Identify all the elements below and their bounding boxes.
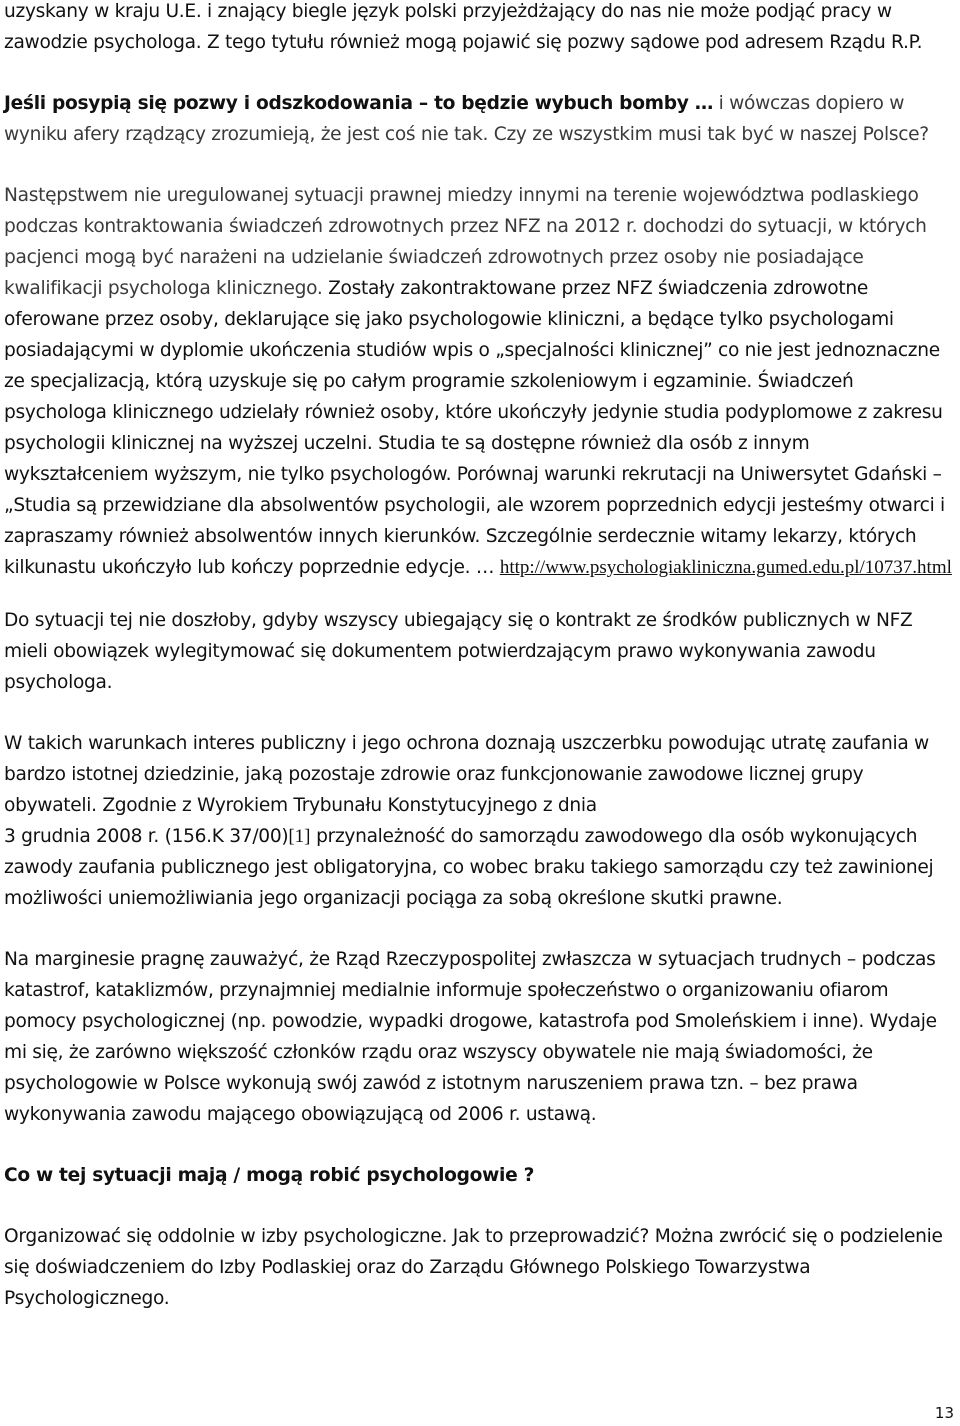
public-interest-text-2: 3 grudnia 2008 r. (156.K 37/00) — [4, 826, 289, 847]
spacer — [4, 583, 956, 605]
section-heading: Co w tej sytuacji mają / mogą robić psychologowie ? — [4, 1165, 535, 1186]
paragraph-intro — [4, 0, 956, 58]
paragraph-public-interest — [4, 728, 956, 914]
footnote-ref-link[interactable]: [1] — [288, 826, 311, 847]
paragraph-intro-text: uzyskany w kraju U.E. i znający biegle język polski przyjeżdżający do nas nie może podjąć pracy w zawodzie psychologa. Z tego tytułu również mogą pojawić się pozwy sądowe pod adresem Rządu R.P. — [4, 1, 923, 53]
spacer — [4, 58, 956, 88]
nfz-grey-text: Następstwem nie uregulowanej sytuacji prawnej miedzy innymi na terenie województwa podlaskiego podczas kontraktowania świadczeń zdrowotnych przez NFZ na 2012 r. dochodzi do sytuacji, w których pacjenci mogą być narażeni na udzielanie świadczeń zdrowotnych przez osoby nie posiadające kwalifikacji psychologa klinicznego. — [4, 185, 927, 299]
spacer — [4, 914, 956, 944]
organize-text: Organizować się oddolnie w izby psychologiczne. Jak to przeprowadzić? Można zwrócić się o podzielenie się doświadczeniem do Izby Podlaskiej oraz do Zarządu Głównego Polskiego Towarzystwa Psychologicznego. — [4, 1226, 943, 1309]
paragraph-bomb — [4, 88, 956, 150]
gumed-link[interactable]: http://www.psychologiakliniczna.gumed.edu.pl/10737.html — [499, 557, 952, 578]
bomb-bold-text: Jeśli posypią się pozwy i odszkodowania – to będzie wybuch bomby … — [4, 93, 714, 114]
nfz-main-text: Zostały zakontraktowane przez NFZ świadczenia zdrowotne oferowane przez osoby, deklarujące się jako psychologowie kliniczni, a będące tylko psychologami posiadającymi w dyplomie ukończenia studiów wpis o „specjalności klinicznej” co nie jest jednoznaczne ze specjalizacją, którą uzyskuje się po całym programie szkoleniowym i egzaminie. Świadczeń psychologa klinicznego udzielały również osoby, które ukończyły jedynie studia podyplomowe z zakresu psychologii klinicznej na wyższej uczelni. Studia te są dostępne również dla osób z innym wykształceniem wyższym, nie tylko psychologów. Porównaj warunki rekrutacji na Uniwersytet Gdański – „Studia są przewidziane dla absolwentów psychologii, ale wzorem poprzednich edycji jesteśmy otwarci i zapraszamy również absolwentów innych kierunków. Szczególnie serdecznie witamy lekarzy, których kilkunastu ukończyło lub kończy poprzednie edycje. … — [4, 278, 945, 578]
spacer — [4, 1191, 956, 1221]
paragraph-contract — [4, 605, 956, 698]
spacer — [4, 1130, 956, 1160]
paragraph-government — [4, 944, 956, 1130]
page-number: 13 — [934, 1404, 954, 1422]
spacer — [4, 698, 956, 728]
bomb-rest-text: i wówczas dopiero w wyniku afery rządzący zrozumieją, że jest coś nie tak. Czy ze wszystkim musi tak być w naszej Polsce? — [4, 93, 929, 145]
paragraph-nfz — [4, 180, 956, 583]
contract-text: Do sytuacji tej nie doszłoby, gdyby wszyscy ubiegający się o kontrakt ze środków publicznych w NFZ mieli obowiązek wylegitymować się dokumentem potwierdzającym prawo wykonywania zawodu psychologa. — [4, 610, 913, 693]
public-interest-text-1: W takich warunkach interes publiczny i jego ochrona doznają uszczerbku powodując utratę zaufania w bardzo istotnej dziedzinie, jaką pozostaje zdrowie oraz funkcjonowanie zawodowe licznej grupy obywateli. Zgodnie z Wyrokiem Trybunału Konstytucyjnego z dnia — [4, 733, 929, 816]
public-interest-text-3: przynależność do samorządu zawodowego dla osób wykonujących zawody zaufania publicznego jest obligatoryjna, co wobec braku takiego samorządu czy też zawinionej możliwości uniemożliwiania jego organizacji pociąga za sobą określone skutki prawne. — [4, 826, 934, 909]
spacer — [4, 150, 956, 180]
document-page — [4, 0, 956, 1314]
paragraph-organize — [4, 1221, 956, 1314]
government-text: Na marginesie pragnę zauważyć, że Rząd Rzeczypospolitej zwłaszcza w sytuacjach trudnych – podczas katastrof, kataklizmów, przynajmniej medialnie informuje społeczeństwo o organizowaniu ofiarom pomocy psychologicznej (np. powodzie, wypadki drogowe, katastrofa pod Smoleńskiem i inne). Wydaje mi się, że zarówno większość członków rządu oraz wszyscy obywatele nie mają świadomości, że psychologowie w Polsce wykonują swój zawód z istotnym naruszeniem prawa tzn. – bez prawa wykonywania zawodu mającego obowiązującą od 2006 r. ustawą. — [4, 949, 937, 1125]
